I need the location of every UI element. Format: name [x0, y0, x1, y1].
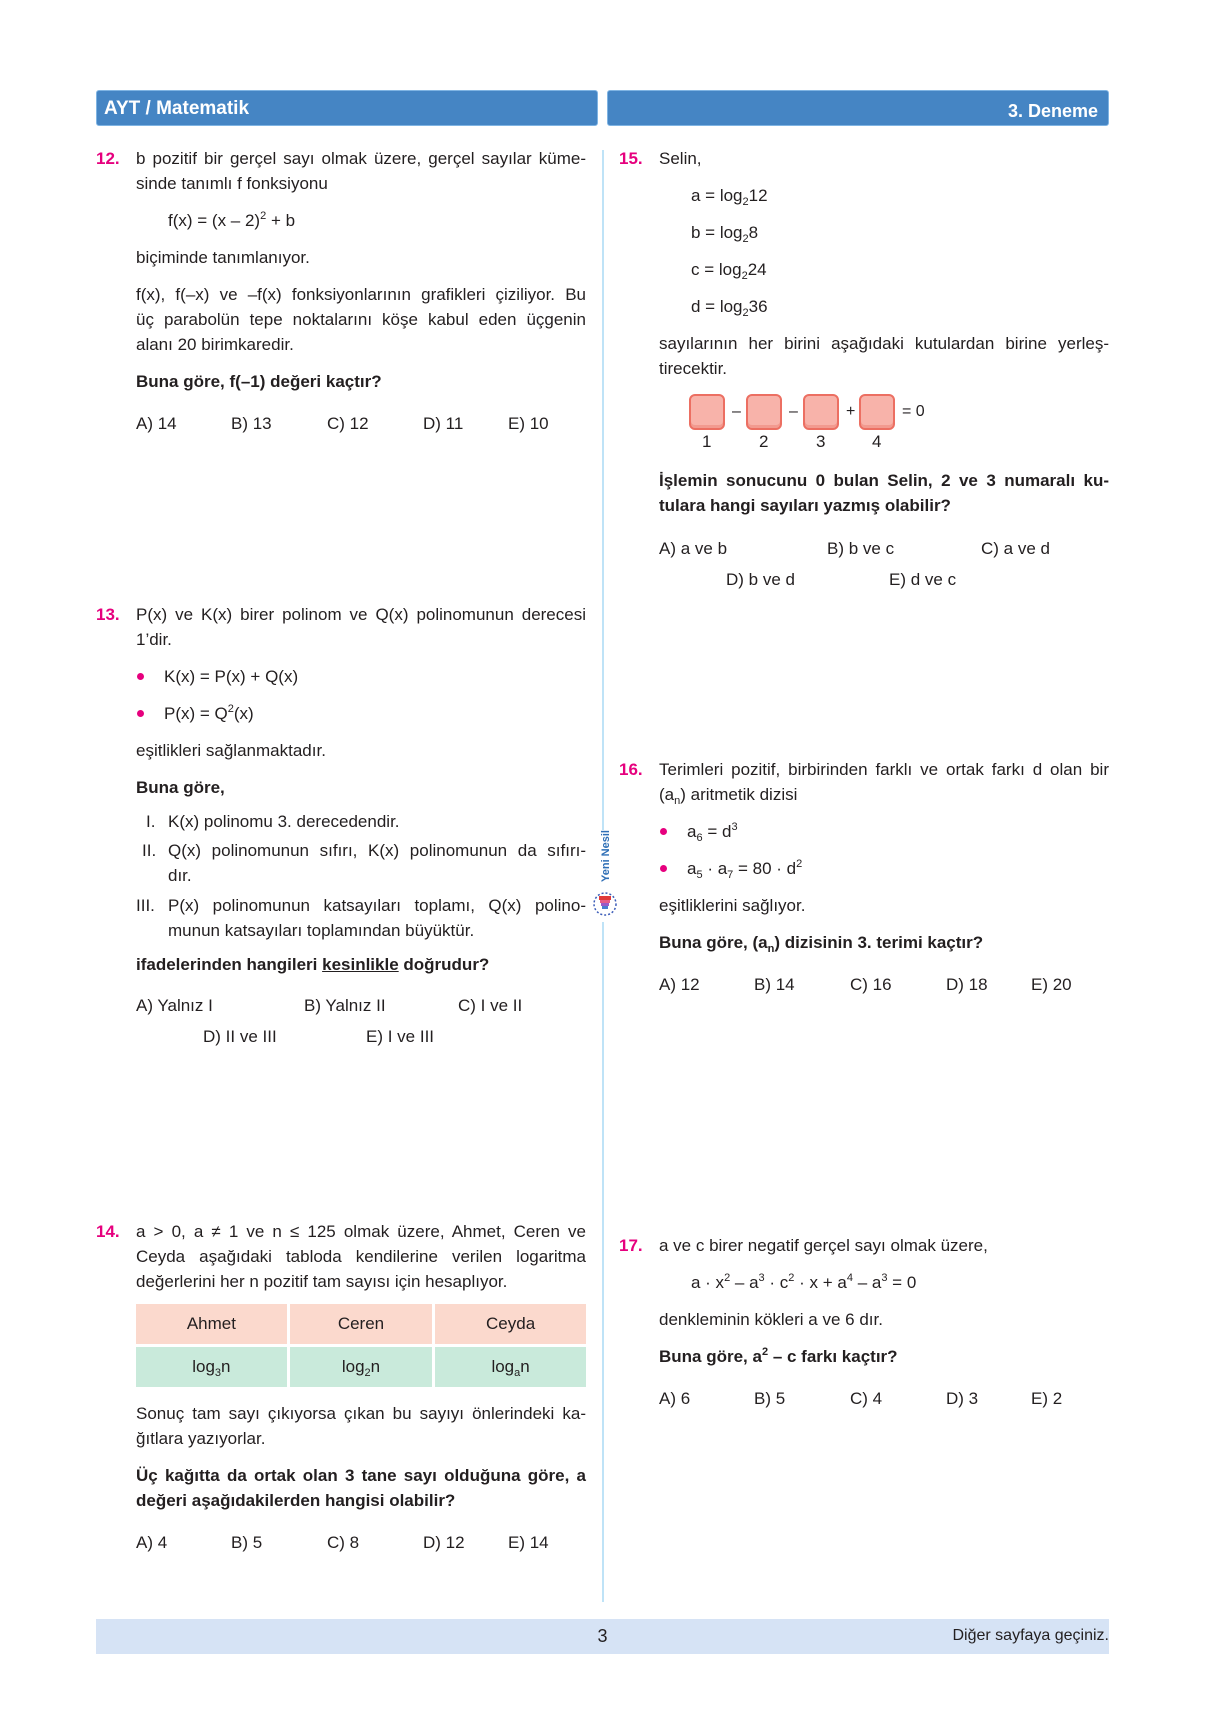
- question-prompt: değeri aşağıdakilerden hangisi olabilir?: [136, 1491, 456, 1510]
- prompt-emphasis: kesinlikle: [322, 955, 399, 974]
- log-arg: 24: [747, 260, 767, 279]
- condition-part: P(x) = Q: [164, 704, 228, 723]
- question-text: Sonuç tam sayı çıkıyorsa çıkan bu sayıyı önlerindeki ka-: [136, 1404, 586, 1423]
- table-header-cell: Ceyda: [435, 1304, 586, 1344]
- definition: [691, 294, 768, 320]
- option-e[interactable]: E) 10: [508, 414, 549, 433]
- exponent: 2: [796, 858, 803, 870]
- def-part: d = log: [691, 297, 743, 316]
- subscript: n: [767, 943, 775, 955]
- formula-part: + b: [266, 211, 296, 230]
- cond-part: = d: [702, 822, 732, 841]
- question-text: b pozitif bir gerçel sayı olmak üzere, gerçel sayılar küme-: [136, 149, 586, 168]
- answer-box-1[interactable]: [689, 394, 725, 430]
- eq-part: · x + a: [794, 1273, 847, 1292]
- question-text: değerlerini her n pozitif tam sayısı için hesaplıyor.: [136, 1272, 508, 1291]
- log-base: 2: [741, 270, 748, 282]
- subscript: 6: [696, 832, 703, 844]
- statement: dır.: [168, 866, 192, 885]
- option-a[interactable]: A) 12: [659, 975, 700, 994]
- question-text: denkleminin kökleri a ve 6 dır.: [659, 1310, 883, 1329]
- statement: K(x) polinomu 3. derecedendir.: [168, 812, 400, 831]
- exponent: 3: [881, 1272, 888, 1284]
- question-text: eşitlikleri sağlanmaktadır.: [136, 741, 326, 760]
- log-arg: n: [221, 1357, 231, 1376]
- option-d[interactable]: D) II ve III: [203, 1027, 277, 1046]
- question-text: sayılarının her birini aşağıdaki kutulardan birine yerleş-: [659, 334, 1109, 353]
- option-c[interactable]: C) 8: [327, 1533, 360, 1552]
- operator: –: [732, 403, 741, 420]
- log-text: log: [491, 1357, 515, 1376]
- statement-number: II.: [142, 841, 157, 860]
- option-b[interactable]: B) 5: [754, 1389, 786, 1408]
- condition: [687, 819, 738, 845]
- exam-title: 3. Deneme: [1007, 101, 1098, 121]
- definition: [691, 183, 768, 209]
- condition: [164, 701, 254, 727]
- question-prompt: [136, 952, 489, 978]
- table-header-cell: Ceren: [290, 1304, 432, 1344]
- question-17: [619, 1233, 1109, 1433]
- option-c[interactable]: C) I ve II: [458, 996, 523, 1015]
- question-16: [619, 757, 1109, 1007]
- option-e[interactable]: E) d ve c: [889, 570, 957, 589]
- log-text: log: [192, 1357, 215, 1376]
- cond-part: · a: [702, 859, 728, 878]
- def-part: a = log: [691, 186, 743, 205]
- question-text: ğıtlara yazıyorlar.: [136, 1429, 266, 1448]
- statement-number: I.: [146, 812, 156, 831]
- log-base: a: [514, 1367, 521, 1379]
- option-c[interactable]: C) 12: [327, 414, 369, 433]
- log-base: 2: [364, 1367, 371, 1379]
- definition: [691, 257, 767, 283]
- prompt-part: Buna göre, (a: [659, 933, 768, 952]
- yeni-nesil-logo: [592, 830, 618, 920]
- box-label: 2: [759, 432, 769, 451]
- text-part: (a: [659, 785, 675, 804]
- log-base: 2: [742, 196, 749, 208]
- option-d[interactable]: D) 18: [946, 975, 988, 994]
- question-text: [659, 782, 797, 808]
- question-15: [619, 146, 1109, 596]
- question-text: üç parabolün tepe noktalarını köşe kabul eden üçgenin: [136, 310, 586, 329]
- question-text: 1’dir.: [136, 630, 172, 649]
- table-cell: [435, 1347, 586, 1387]
- option-b[interactable]: B) Yalnız II: [304, 996, 386, 1015]
- option-e[interactable]: E) 20: [1031, 975, 1072, 994]
- question-text: f(x), f(–x) ve –f(x) fonksiyonlarının grafikleri çiziliyor. Bu: [136, 285, 586, 304]
- log-arg: n: [370, 1357, 381, 1376]
- question-prompt: tulara hangi sayıları yazmış olabilir?: [659, 496, 951, 515]
- option-d[interactable]: D) 12: [423, 1533, 465, 1552]
- option-d[interactable]: D) b ve d: [726, 570, 795, 589]
- question-number: 13.: [96, 605, 120, 624]
- eq-part: a · x: [691, 1273, 725, 1292]
- column-divider-top: [602, 150, 604, 830]
- option-d[interactable]: D) 11: [423, 414, 464, 433]
- log-arg: 12: [748, 186, 768, 205]
- option-b[interactable]: B) 13: [231, 414, 272, 433]
- eq-part: – a: [852, 1273, 882, 1292]
- formula-exponent: 2: [260, 210, 267, 222]
- option-d[interactable]: D) 3: [946, 1389, 979, 1408]
- log-base: 3: [214, 1367, 222, 1379]
- prompt-part: ) dizisinin 3. terimi kaçtır?: [774, 933, 984, 952]
- log-base: 2: [742, 307, 749, 319]
- cond-part: a: [687, 859, 697, 878]
- question-prompt: [659, 1344, 898, 1370]
- subscript: 5: [696, 869, 703, 881]
- condition-exponent: 2: [227, 703, 234, 715]
- table-header-row: [136, 1304, 586, 1344]
- logo-text: Yeni Nesil: [600, 830, 612, 882]
- page-footer: [96, 1619, 1109, 1654]
- exponent: 2: [761, 1346, 769, 1358]
- eq-part: = 0: [887, 1273, 917, 1292]
- question-text: a > 0, a ≠ 1 ve n ≤ 125 olmak üzere, Ahmet, Ceren ve: [136, 1222, 586, 1241]
- option-a[interactable]: A) Yalnız I: [136, 996, 213, 1015]
- question-text: Selin,: [659, 149, 702, 168]
- prompt-part: ifadelerinden hangileri: [136, 955, 323, 974]
- statement-number: III.: [136, 896, 155, 915]
- option-c[interactable]: C) 16: [850, 975, 892, 994]
- option-e[interactable]: E) 2: [1031, 1389, 1063, 1408]
- option-b[interactable]: B) b ve c: [827, 539, 895, 558]
- option-a[interactable]: A) a ve b: [659, 539, 728, 558]
- question-text: alanı 20 birimkaredir.: [136, 335, 294, 354]
- equation: [691, 1270, 916, 1296]
- yeni-nesil-logo-icon: [592, 830, 618, 920]
- table-cell: [136, 1347, 287, 1387]
- question-text: a ve c birer negatif gerçel sayı olmak üzere,: [659, 1236, 988, 1255]
- exam-header: [607, 90, 1109, 126]
- bullet-icon: [137, 710, 144, 717]
- log-arg: n: [520, 1357, 530, 1376]
- exponent: 3: [758, 1272, 765, 1284]
- question-13: [96, 602, 586, 1062]
- table-header-cell: Ahmet: [136, 1304, 287, 1344]
- option-a[interactable]: A) 6: [659, 1389, 691, 1408]
- prompt-part: – c farkı kaçtır?: [768, 1347, 898, 1366]
- table-cell: [290, 1347, 432, 1387]
- question-number: 15.: [619, 149, 643, 168]
- question-12: [96, 146, 586, 436]
- subject-title: AYT / Matematik: [104, 98, 250, 119]
- question-text: Terimleri pozitif, birbirinden farklı ve ortak farkı d olan bir: [659, 760, 1109, 779]
- table-row: [136, 1347, 586, 1387]
- answer-box-3[interactable]: [803, 394, 839, 430]
- exponent: 3: [731, 821, 738, 833]
- bullet-icon: [660, 865, 667, 872]
- answer-box-4[interactable]: [859, 394, 895, 430]
- exponent: 4: [846, 1272, 853, 1284]
- question-prompt: İşlemin sonucunu 0 bulan Selin, 2 ve 3 numaralı ku-: [659, 471, 1109, 490]
- box-equation: [689, 394, 939, 454]
- option-e[interactable]: E) I ve III: [366, 1027, 435, 1046]
- question-number: 12.: [96, 149, 120, 168]
- question-lead: Buna göre,: [136, 778, 225, 797]
- question-text: Ceyda aşağıdaki tabloda kendilerine verilen logaritma: [136, 1247, 586, 1266]
- option-c[interactable]: C) a ve d: [981, 539, 1050, 558]
- question-number: 17.: [619, 1236, 643, 1255]
- option-b[interactable]: B) 14: [754, 975, 795, 994]
- definition: [691, 220, 758, 246]
- option-a[interactable]: A) 14: [136, 414, 177, 433]
- formula: [168, 208, 295, 234]
- option-a[interactable]: A) 4: [136, 1533, 168, 1552]
- subject-header: [96, 90, 598, 126]
- exponent: 2: [724, 1272, 731, 1284]
- question-prompt: [659, 930, 983, 956]
- question-text: P(x) ve K(x) birer polinom ve Q(x) polinomunun derecesi: [136, 605, 586, 624]
- log-arg: 8: [748, 223, 759, 242]
- condition-part: (x): [233, 704, 254, 723]
- box-label: 3: [816, 432, 826, 451]
- question-text: tirecektir.: [659, 359, 728, 378]
- page-number: 3: [597, 1626, 608, 1646]
- log-text: log: [341, 1357, 365, 1376]
- box-label: 1: [702, 432, 712, 451]
- exponent: 2: [788, 1272, 795, 1284]
- question-number: 14.: [96, 1222, 120, 1241]
- cond-part: = 80 · d: [733, 859, 797, 878]
- question-text: sinde tanımlı f fonksiyonu: [136, 174, 328, 193]
- def-part: b = log: [691, 223, 743, 242]
- box-label: 4: [872, 432, 882, 451]
- question-14: [96, 1219, 586, 1599]
- next-page-note: Diğer sayfaya geçiniz.: [952, 1627, 1109, 1644]
- prompt-part: doğrudur?: [398, 955, 490, 974]
- option-e[interactable]: E) 14: [508, 1533, 549, 1552]
- statement: Q(x) polinomunun sıfırı, K(x) polinomunun da sıfırı-: [168, 841, 586, 860]
- question-text: biçiminde tanımlanıyor.: [136, 248, 310, 267]
- statement: P(x) polinomunun katsayıları toplamı, Q(x) polino-: [168, 896, 586, 915]
- operator: +: [846, 403, 856, 420]
- formula-part: f(x) = (x – 2): [168, 211, 261, 230]
- eq-part: – a: [730, 1273, 759, 1292]
- text-part: ) aritmetik dizisi: [680, 785, 798, 804]
- question-prompt: Buna göre, f(–1) değeri kaçtır?: [136, 372, 382, 391]
- question-text: eşitliklerini sağlıyor.: [659, 896, 806, 915]
- statement: munun katsayıları toplamından büyüktür.: [168, 921, 475, 940]
- option-b[interactable]: B) 5: [231, 1533, 263, 1552]
- column-divider-bottom: [602, 922, 604, 1602]
- answer-box-2[interactable]: [746, 394, 782, 430]
- log-arg: 36: [748, 297, 768, 316]
- equals-zero: = 0: [902, 403, 925, 420]
- eq-part: · c: [764, 1273, 789, 1292]
- log-base: 2: [742, 233, 749, 245]
- subscript: n: [674, 795, 681, 807]
- bullet-icon: [137, 673, 144, 680]
- subscript: 7: [727, 869, 734, 881]
- question-prompt: Üç kağıtta da ortak olan 3 tane sayı olduğuna göre, a: [136, 1466, 586, 1485]
- log-table: [133, 1301, 589, 1390]
- operator: –: [789, 403, 798, 420]
- option-c[interactable]: C) 4: [850, 1389, 883, 1408]
- def-part: c = log: [691, 260, 742, 279]
- bullet-icon: [660, 828, 667, 835]
- prompt-part: Buna göre, a: [659, 1347, 762, 1366]
- condition: [687, 856, 802, 882]
- cond-part: a: [687, 822, 697, 841]
- condition: K(x) = P(x) + Q(x): [164, 667, 299, 686]
- question-number: 16.: [619, 760, 643, 779]
